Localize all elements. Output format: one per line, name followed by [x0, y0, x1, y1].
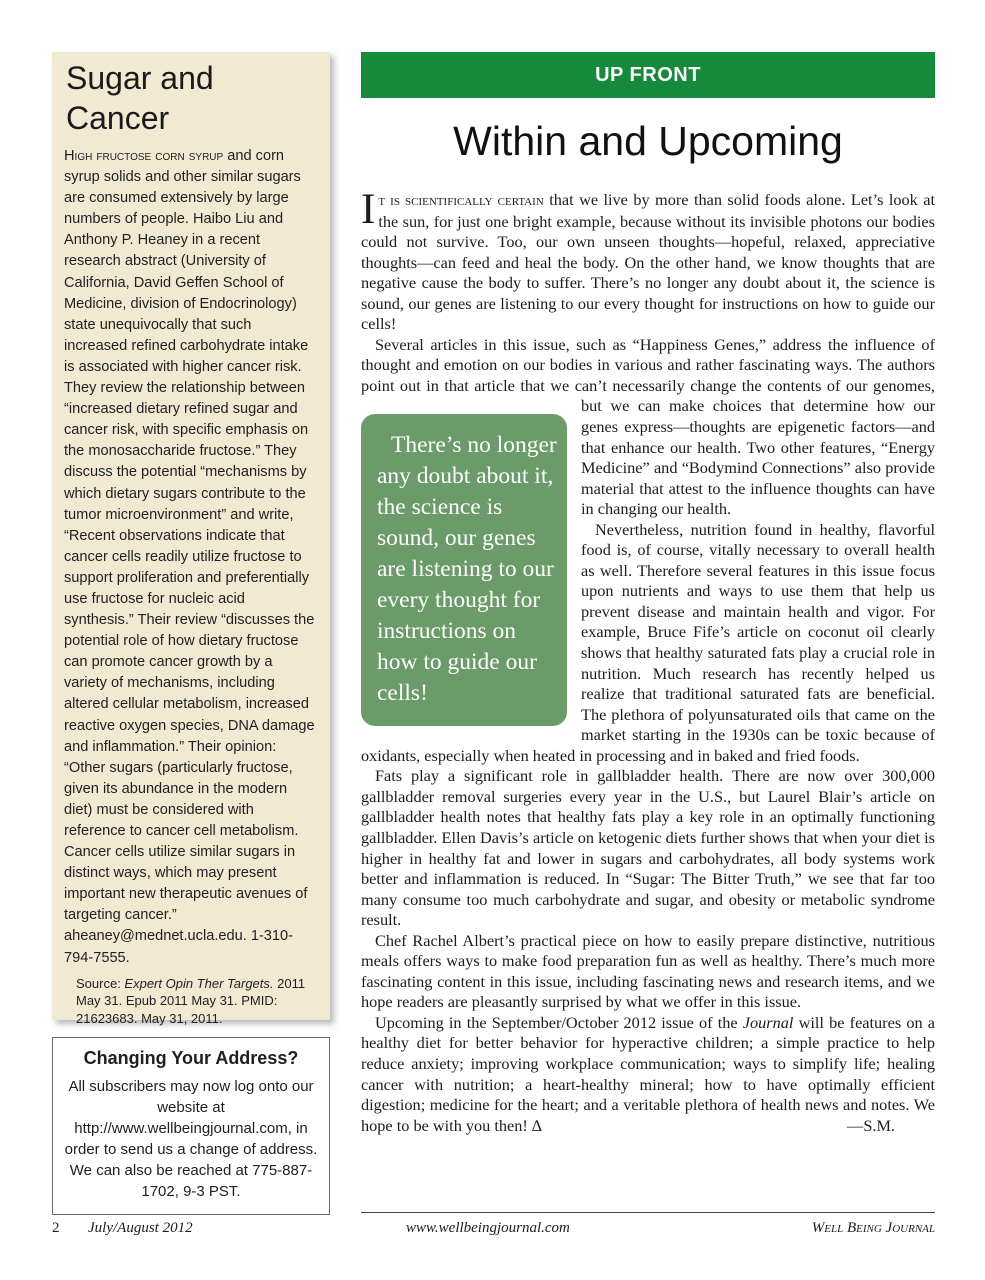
issue-date: July/August 2012 [88, 1220, 193, 1236]
pull-quote: There’s no longer any doubt about it, the science is sound, our genes are listening to our every thought for instructions on how to guide our cells! [361, 414, 567, 726]
article-p2-head: Several articles in this issue, such as “Happiness Genes,” address the influence of thought and emotion on our bodies in various and rather fascinating ways. The authors point out in that article that we can’t necessarily change the contents of our genomes, but we can make choices that determine how our [361, 334, 935, 416]
journal-name: Well Being Journal [811, 1220, 935, 1236]
article-paragraph-1 [361, 186, 935, 335]
address-title: Changing Your Address? [83, 1048, 299, 1068]
change-address-box [52, 1037, 330, 1215]
page-title: Within and Upcoming [453, 118, 843, 164]
source-label: Source: [76, 975, 125, 991]
article-p2-tail: genes express—thoughts are epigenetic factors—and that enhance our health. Two other features, “Energy Medicine” and “Bodymind Connections” also provide material that attest to the influence thoughts can have in changing our health. [581, 417, 935, 519]
journal-url: www.wellbeingjournal.com [406, 1220, 570, 1236]
article-paragraph-3: Nevertheless, nutrition found in healthy, flavorful food is, of course, vitally necessary to overall health as well. Therefore several features in this issue focus upon nutrients and ways to use them that help us prevent disease and maintain health and vigor. For example, Bruce Fife’s article on coconut oil clearly shows that healthy saturated fats play a crucial role in nutrition. Much research has recently helped us realize that traditional saturated fats are beneficial. The plethora of polyunsaturated oils that came on the market starting in the 1930s can be toxic because of oxidants, especially when heated in processing and in baked and fried foods. [361, 519, 935, 765]
section-banner: UP FRONT [361, 52, 935, 98]
sidebar-body [64, 146, 316, 969]
article-lead: t is scientifically certain [378, 193, 544, 209]
sugar-cancer-sidebar [52, 52, 330, 1026]
editorial-article [361, 186, 936, 1205]
sidebar-title: Sugar and Cancer [66, 60, 214, 136]
article-paragraph-5: Chef Rachel Albert’s practical piece on how to easily prepare distinctive, nutritious meals offers ways to make food preparation fun as well as healthy. There’s much more fascinating content in this issue, including fascinating news and research items, and we hope readers are pleasantly surprised by what we offer in this issue. [361, 930, 935, 1012]
sidebar-body-text: and corn syrup solids and other similar sugars are consumed extensively by large numbers of people. Haibo Liu and Anthony P. Heaney in a recent research abstract (University of California, David Geffen School of Medicine, division of Endocrinology) state unequivocally that such increased refined carbohydrate intake is associated with higher cancer risk. They review the relationship between “increased dietary refined sugar and cancer risk, with specific emphasis on the monosaccharide fructose.” They discuss the potential “mechanisms by which dietary sugars contribute to the tumor microenvironment” and write, “Recent observations indicate that cancer cells readily utilize fructose to support proliferation and preferentially use fructose for nucleic acid synthesis.” Their review “discusses the potential role of how dietary fructose can promote cancer growth by a variety of mechanisms, including altered cellular metabolism, increased reactive oxygen species, DNA damage and inflammation.” Their opinion: “Other sugars (particularly fructose, given its abundance in the modern diet) must be considered with reference to cancer cell metabolism. Cancer cells utilize similar sugars in distinct ways, which may present important new therapeutic avenues of targeting cancer.” aheaney@mednet.ucla.edu. 1-310-794-7555. [64, 148, 315, 966]
drop-cap: I [361, 186, 376, 233]
address-body: All subscribers may now log onto our website at http://www.wellbeingjournal.com, in order to send us a change of address. We can also be reached at 775-887-1702, 9-3 PST. [64, 1078, 318, 1200]
article-p6-journal: Journal [742, 1012, 794, 1032]
article-paragraph-6 [361, 1013, 935, 1136]
signature: —S.M. [847, 1115, 895, 1135]
article-paragraph-4: Fats play a significant role in gallbladder health. There are now over 300,000 gallbladder removal surgeries every year in the U.S., but Laurel Blair’s article on gallbladder health notes that healthy fats play a key role in an optimally functioning gallbladder. Ellen Davis’s article on ketogenic diets further shows that when your diet is higher in healthy fat and lower in sugars and carbohydrates, all body systems work better and inflammation is reduced. In “Sugar: The Bitter Truth,” we see that far too many consume too much carbohydrate and sugar, and obesity or metabolic syndrome result. [361, 766, 935, 930]
footer-rule [361, 1212, 935, 1213]
source-journal: Expert Opin Ther Targets. [124, 975, 274, 991]
sidebar-source [64, 975, 316, 1028]
article-p1-text: that we live by more than solid foods alone. Let’s look at the sun, for just one bright example, because without its invisible photons our bodies could not survive. Too, our own unseen thoughts—hopeful, relaxed, appreciative thoughts—can feed and heal the body. On the other hand, we know thoughts that are negative cause the body to suffer. There’s no longer any doubt about it, the science is sound, our genes are listening to our every thought for instructions on how to guide our cells! [361, 190, 935, 334]
article-p6-rest: will be features on a healthy diet for better behavior for hyperactive children; a simple practice to help reduce anxiety; improving workplace communication; ways to simplify life; healing cancer with nutrition; a heart-healthy mineral; how to have optimally efficient digestion; medicine for the heart; and a veritable plethora of health news and notes. We hope to be with you then! ∆ [361, 1012, 936, 1135]
source-details: 2011 May 31. Epub 2011 May 31. PMID: 21623683. May 31, 2011. [76, 975, 306, 1026]
page-number: 2 [52, 1220, 60, 1236]
sidebar-lead: High fructose corn syrup [64, 148, 224, 164]
article-p6-start: Upcoming in the September/October 2012 issue of the [375, 1012, 743, 1032]
